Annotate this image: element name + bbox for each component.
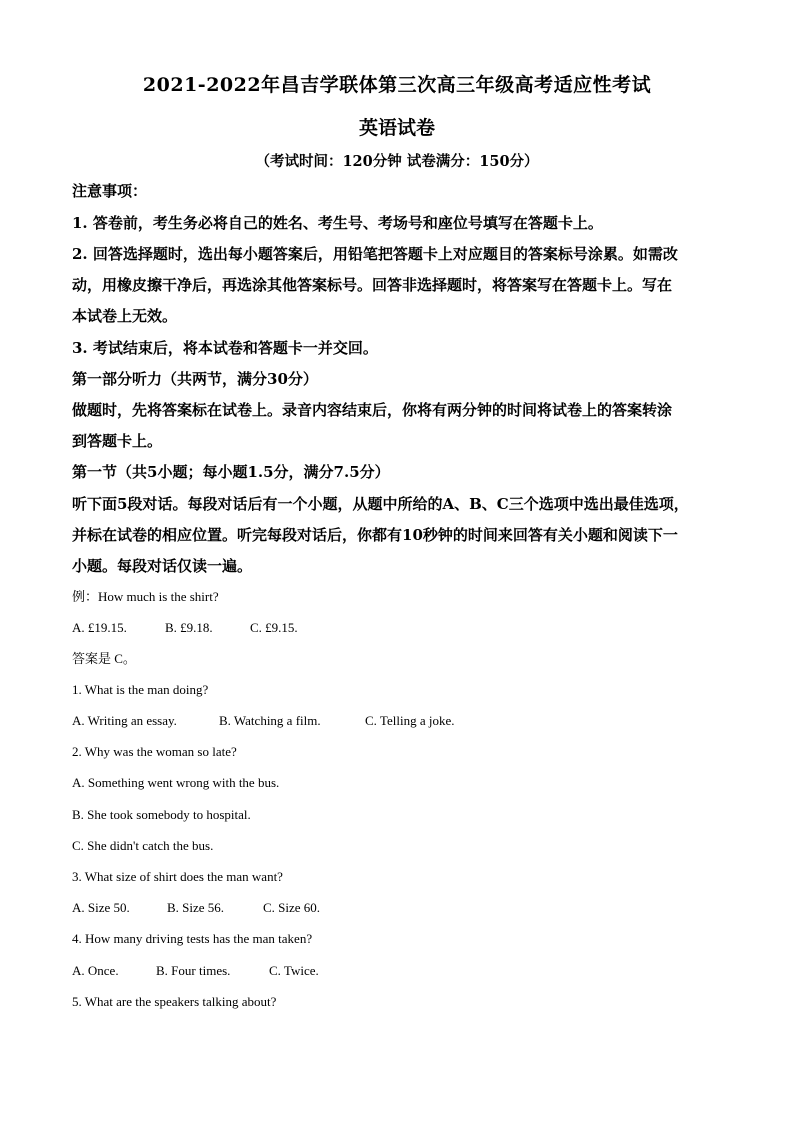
q1-option-a: A. Writing an essay. [72, 713, 177, 728]
example-option-c: C. £9.15. [250, 620, 298, 635]
question-5: 5. What are the speakers talking about? [72, 994, 277, 1009]
notice-item-2-line-2: 动，用橡皮擦干净后，再选涂其他答案标号。回答非选择题时，将答案写在答题卡上。写在 [72, 276, 673, 294]
example-option-b: B. £9.18. [165, 620, 213, 635]
q2-option-c: C. She didn't catch the bus. [72, 838, 214, 853]
notice-item-3: 3. 考试结束后，将本试卷和答题卡一并交回。 [72, 339, 378, 357]
section1-instruction-line-1: 听下面5段对话。每段对话后有一个小题，从题中所给的A、B、C三个选项中选出最佳选项， [72, 495, 689, 513]
question-4-options [72, 962, 319, 980]
example-option-a: A. £19.15. [72, 620, 127, 635]
notice-heading: 注意事项： [72, 182, 148, 200]
question-1-options [72, 712, 454, 730]
section1-instruction-line-2: 并标在试卷的相应位置。听完每段对话后，你都有10秒钟的时间来回答有关小题和阅读下一 [72, 526, 678, 544]
example-question: 例：How much is the shirt? [72, 589, 219, 604]
question-4: 4. How many driving tests has the man taken? [72, 931, 313, 946]
notice-item-1: 1. 答卷前，考生务必将自己的姓名、考生号、考场号和座位号填写在答题卡上。 [72, 214, 603, 232]
q2-option-b: B. She took somebody to hospital. [72, 807, 251, 822]
example-answer: 答案是 C。 [72, 651, 136, 666]
question-3: 3. What size of shirt does the man want? [72, 869, 283, 884]
notice-item-2-line-3: 本试卷上无效。 [72, 307, 178, 325]
question-3-options [72, 899, 320, 917]
q3-option-b: B. Size 56. [167, 900, 225, 915]
part1-instruction-line-2: 到答题卡上。 [72, 432, 163, 450]
section1-instruction-line-3: 小题。每段对话仅读一遍。 [72, 557, 253, 575]
q1-option-c: C. Telling a joke. [365, 713, 455, 728]
q4-option-c: C. Twice. [269, 963, 319, 978]
q4-option-a: A. Once. [72, 963, 119, 978]
section1-heading: 第一节（共5小题；每小题1.5分，满分7.5分） [72, 463, 390, 481]
part1-heading: 第一部分听力（共两节，满分30分） [72, 370, 318, 388]
q4-option-b: B. Four times. [156, 963, 231, 978]
q3-option-a: A. Size 50. [72, 900, 130, 915]
q1-option-b: B. Watching a film. [219, 713, 321, 728]
exam-title: 2021-2022年昌吉学联体第三次高三年级高考适应性考试 [142, 74, 652, 96]
exam-subject: 英语试卷 [358, 117, 435, 139]
question-2: 2. Why was the woman so late? [72, 744, 237, 759]
part1-instruction-line-1: 做题时，先将答案标在试卷上。录音内容结束后，你将有两分钟的时间将试卷上的答案转涂 [72, 401, 673, 419]
q3-option-c: C. Size 60. [263, 900, 321, 915]
notice-item-2-line-1: 2. 回答选择题时，选出每小题答案后，用铅笔把答题卡上对应题目的答案标号涂累。如需改 [72, 245, 678, 263]
example-options [72, 619, 298, 637]
exam-info: （考试时间：120分钟 试卷满分：150分） [255, 153, 539, 170]
q2-option-a: A. Something went wrong with the bus. [72, 775, 280, 790]
question-1: 1. What is the man doing? [72, 682, 209, 697]
